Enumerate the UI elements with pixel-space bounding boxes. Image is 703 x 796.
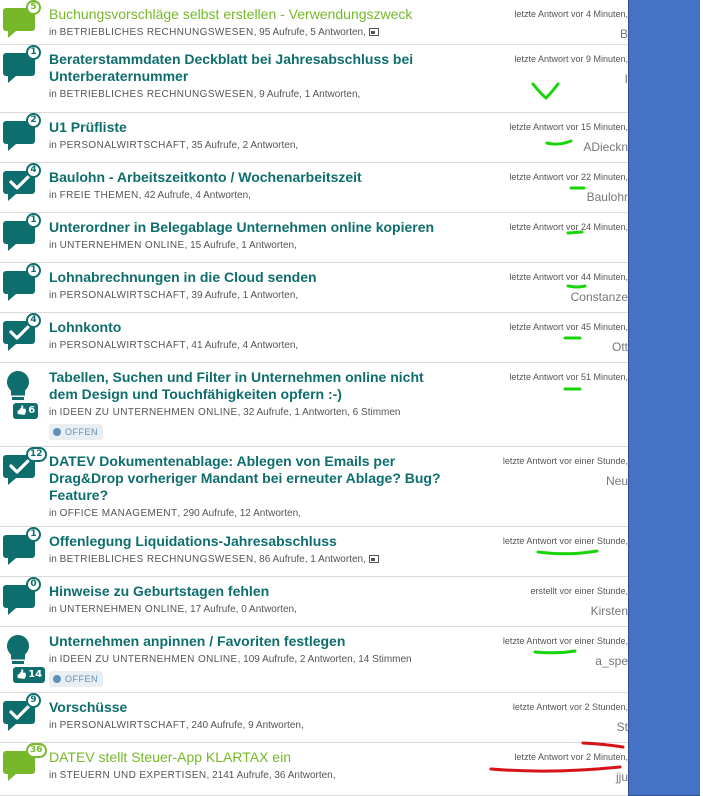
topic-stats: , 290 Aufrufe, 12 Antworten, xyxy=(177,508,301,519)
topic-row xyxy=(0,213,628,263)
topic-row xyxy=(0,263,628,313)
topic-title-link[interactable] xyxy=(49,369,459,403)
thumbs-up-icon: 👍 xyxy=(16,670,28,680)
status-dot-icon xyxy=(53,428,61,436)
category-link[interactable]: STEUERN UND EXPERTISEN xyxy=(59,770,207,781)
topic-title-line: dem Design und Touchfähigkeiten opfern :-) xyxy=(49,386,342,402)
topic-title-link[interactable] xyxy=(49,583,459,600)
topic-row xyxy=(0,577,628,627)
topic-title-line: Feature? xyxy=(49,487,109,503)
reply-count-badge: 0 xyxy=(26,577,41,592)
topic-stats: , 32 Aufrufe, 1 Antworten, 6 Stimmen xyxy=(237,407,401,418)
topic-row xyxy=(0,447,628,527)
author-name[interactable]: ADieckn xyxy=(583,140,628,154)
topic-row xyxy=(0,693,628,743)
topic-title-link[interactable] xyxy=(49,269,459,286)
topic-meta xyxy=(49,27,379,39)
author-name[interactable]: B xyxy=(619,27,628,41)
author-name[interactable]: I xyxy=(624,72,628,86)
author-name[interactable]: St xyxy=(616,720,628,734)
topic-stats: , 41 Aufrufe, 4 Antworten, xyxy=(185,340,299,351)
topic-title-line: Unternehmen anpinnen / Favoriten festlegen xyxy=(49,633,346,649)
last-activity: letzte Antwort vor 2 Minuten, xyxy=(514,752,628,762)
topic-title-line: Hinweise zu Geburtstagen fehlen xyxy=(49,583,270,599)
topic-title-link[interactable] xyxy=(49,51,459,85)
reply-count-badge: 4 xyxy=(26,163,41,178)
topic-meta xyxy=(49,340,298,352)
status-label: OFFEN xyxy=(65,674,98,684)
last-activity: letzte Antwort vor 45 Minuten, xyxy=(509,322,628,332)
reply-count-badge: 4 xyxy=(26,313,41,328)
chat-bubble-icon xyxy=(3,265,39,305)
topic-title-line: Unterberaternummer xyxy=(49,68,189,84)
topic-title-line: U1 Prüfliste xyxy=(49,119,127,135)
topic-title-link[interactable] xyxy=(49,219,459,236)
topic-row xyxy=(0,313,628,363)
topic-meta xyxy=(49,720,304,732)
topic-title-line: Lohnabrechnungen in die Cloud senden xyxy=(49,269,317,285)
category-link[interactable]: FREIE THEMEN xyxy=(59,190,139,201)
category-link[interactable]: OFFICE MANAGEMENT xyxy=(59,508,178,519)
category-link[interactable]: IDEEN ZU UNTERNEHMEN ONLINE xyxy=(59,654,238,665)
topic-stats: , 9 Aufrufe, 1 Antworten, xyxy=(253,89,361,100)
topic-title-link[interactable] xyxy=(49,169,459,186)
reply-count-badge: 1 xyxy=(26,263,41,278)
vote-count-badge xyxy=(13,403,38,419)
author-name[interactable]: Neu xyxy=(605,474,628,488)
chat-bubble-icon xyxy=(3,2,39,42)
topic-title-line: DATEV stellt Steuer-App KLARTAX ein xyxy=(49,749,291,765)
image-attachment-icon xyxy=(369,555,379,563)
category-link[interactable]: BETRIEBLICHES RECHNUNGSWESEN xyxy=(59,27,254,38)
meta-in-label: in xyxy=(49,508,60,519)
meta-in-label: in xyxy=(49,340,60,351)
topic-title-link[interactable] xyxy=(49,633,459,650)
topic-row xyxy=(0,113,628,163)
topic-meta xyxy=(49,140,298,152)
meta-in-label: in xyxy=(49,27,60,38)
topic-row xyxy=(0,743,628,796)
topic-stats: , 15 Aufrufe, 1 Antworten, xyxy=(184,240,297,251)
last-activity: letzte Antwort vor 4 Minuten, xyxy=(514,9,628,19)
meta-in-label: in xyxy=(49,89,60,100)
last-activity: erstellt vor einer Stunde, xyxy=(530,586,628,596)
topic-title-line: Buchungsvorschläge selbst erstellen - Verwendungszweck xyxy=(49,6,413,22)
topic-meta xyxy=(49,654,412,666)
topic-row xyxy=(0,527,628,577)
topic-meta xyxy=(49,89,360,101)
last-activity: letzte Antwort vor 2 Stunden, xyxy=(512,702,628,712)
topic-title-line: Baulohn - Arbeitszeitkonto / Wochenarbeitszeit xyxy=(49,169,362,185)
topic-title-link[interactable] xyxy=(49,6,459,23)
topic-meta xyxy=(49,554,379,566)
reply-count-badge: 2 xyxy=(26,113,41,128)
topic-meta xyxy=(49,290,298,302)
meta-in-label: in xyxy=(49,240,60,251)
meta-in-label: in xyxy=(49,290,60,301)
category-link[interactable]: PERSONALWIRTSCHAFT xyxy=(59,340,186,351)
topic-row xyxy=(0,163,628,213)
status-badge xyxy=(49,424,103,440)
topic-meta xyxy=(49,770,336,782)
author-name[interactable]: Constanze xyxy=(570,290,628,304)
topic-stats: , 35 Aufrufe, 2 Antworten, xyxy=(185,140,299,151)
vote-count: 14 xyxy=(28,669,43,680)
topic-title-line: Beraterstammdaten Deckblatt bei Jahresabschluss bei xyxy=(49,51,414,67)
status-badge xyxy=(49,671,103,687)
last-activity: letzte Antwort vor einer Stunde, xyxy=(502,456,628,466)
topic-meta xyxy=(49,604,297,616)
topic-row xyxy=(0,45,628,113)
image-attachment-icon xyxy=(369,28,379,36)
author-name[interactable]: jju xyxy=(615,770,628,784)
chat-bubble-icon xyxy=(3,115,39,155)
reply-count-badge: 1 xyxy=(26,213,41,228)
topic-title-line: Offenlegung Liquidations-Jahresabschluss xyxy=(49,533,337,549)
author-name[interactable]: Baulohr xyxy=(586,190,628,204)
thumbs-up-icon: 👍 xyxy=(16,406,28,416)
topic-title-link[interactable] xyxy=(49,119,459,136)
meta-in-label: in xyxy=(49,770,60,781)
chat-bubble-icon xyxy=(3,47,39,87)
topic-stats: , 17 Aufrufe, 0 Antworten, xyxy=(184,604,297,615)
meta-in-label: in xyxy=(49,720,60,731)
category-link[interactable]: BETRIEBLICHES RECHNUNGSWESEN xyxy=(59,554,254,565)
topic-title-line: DATEV Dokumentenablage: Ablegen von Emails per xyxy=(49,453,396,469)
topic-meta xyxy=(49,407,400,419)
last-activity: letzte Antwort vor einer Stunde, xyxy=(502,536,628,546)
reply-count-badge: 5 xyxy=(26,0,41,15)
topic-meta xyxy=(49,508,301,520)
chat-bubble-icon xyxy=(3,579,39,619)
category-link[interactable]: UNTERNEHMEN ONLINE xyxy=(59,604,185,615)
status-dot-icon xyxy=(53,675,61,683)
status-label: OFFEN xyxy=(65,427,98,437)
overlay-panel xyxy=(628,0,700,796)
reply-count-badge: 12 xyxy=(26,447,47,462)
topic-stats: , 42 Aufrufe, 4 Antworten, xyxy=(138,190,251,201)
last-activity: letzte Antwort vor 22 Minuten, xyxy=(509,172,628,182)
author-name[interactable]: Ott xyxy=(611,340,628,354)
chat-bubble-icon xyxy=(3,529,39,569)
meta-in-label: in xyxy=(49,604,60,615)
topic-stats: , 240 Aufrufe, 9 Antworten, xyxy=(185,720,304,731)
vote-count: 6 xyxy=(28,405,36,416)
topic-title-line: Tabellen, Suchen und Filter in Unternehmen online nicht xyxy=(49,369,424,385)
category-link[interactable]: PERSONALWIRTSCHAFT xyxy=(59,290,186,301)
solved-bubble-icon xyxy=(3,449,43,489)
meta-in-label: in xyxy=(49,554,60,565)
reply-count-badge: 36 xyxy=(26,743,47,758)
solved-bubble-icon xyxy=(3,315,39,355)
topic-row xyxy=(0,0,628,45)
solved-bubble-icon xyxy=(3,695,39,735)
topic-meta xyxy=(49,240,297,252)
category-link[interactable]: IDEEN ZU UNTERNEHMEN ONLINE xyxy=(59,407,238,418)
reply-count-badge: 1 xyxy=(26,527,41,542)
topic-meta xyxy=(49,190,251,202)
last-activity: letzte Antwort vor 15 Minuten, xyxy=(509,122,628,132)
topic-row xyxy=(0,363,628,447)
category-link[interactable]: PERSONALWIRTSCHAFT xyxy=(59,720,186,731)
reply-count-badge: 1 xyxy=(26,45,41,60)
topic-title-link[interactable] xyxy=(49,533,459,550)
topic-title-line: Drag&Drop vorheriger Mandant bei erneuter Ablage? Bug? xyxy=(49,470,441,486)
topic-title-link[interactable] xyxy=(49,749,459,766)
topic-title-line: Unterordner in Belegablage Unternehmen online kopieren xyxy=(49,219,435,235)
author-name[interactable]: a_spe xyxy=(595,654,628,668)
last-activity: letzte Antwort vor einer Stunde, xyxy=(502,636,628,646)
category-link[interactable]: BETRIEBLICHES RECHNUNGSWESEN xyxy=(59,89,254,100)
topic-title-line: Vorschüsse xyxy=(49,699,128,715)
author-name[interactable]: Kirsten xyxy=(590,604,628,618)
topic-row xyxy=(0,627,628,693)
meta-in-label: in xyxy=(49,407,60,418)
topic-title-link[interactable] xyxy=(49,699,459,716)
reply-count-badge: 9 xyxy=(26,693,41,708)
topic-stats: , 86 Aufrufe, 1 Antworten, xyxy=(253,554,366,565)
last-activity: letzte Antwort vor 44 Minuten, xyxy=(509,272,628,282)
solved-bubble-icon xyxy=(3,165,39,205)
topic-title-line: Lohnkonto xyxy=(49,319,122,335)
last-activity: letzte Antwort vor 51 Minuten, xyxy=(509,372,628,382)
meta-in-label: in xyxy=(49,140,60,151)
vote-count-badge xyxy=(13,667,45,683)
meta-in-label: in xyxy=(49,190,60,201)
chat-bubble-icon xyxy=(3,745,43,785)
last-activity: letzte Antwort vor 9 Minuten, xyxy=(514,54,628,64)
category-link[interactable]: UNTERNEHMEN ONLINE xyxy=(59,240,185,251)
topic-stats: , 39 Aufrufe, 1 Antworten, xyxy=(185,290,299,301)
last-activity: letzte Antwort vor 24 Minuten, xyxy=(509,222,628,232)
topic-stats: , 95 Aufrufe, 5 Antworten, xyxy=(253,27,366,38)
category-link[interactable]: PERSONALWIRTSCHAFT xyxy=(59,140,186,151)
idea-bulb-icon xyxy=(3,367,39,416)
topic-stats: , 109 Aufrufe, 2 Antworten, 14 Stimmen xyxy=(237,654,412,665)
topic-title-link[interactable] xyxy=(49,319,459,336)
topic-title-link[interactable] xyxy=(49,453,459,504)
chat-bubble-icon xyxy=(3,215,39,255)
idea-bulb-icon xyxy=(3,631,43,680)
topic-stats: , 2141 Aufrufe, 36 Antworten, xyxy=(206,770,336,781)
meta-in-label: in xyxy=(49,654,60,665)
